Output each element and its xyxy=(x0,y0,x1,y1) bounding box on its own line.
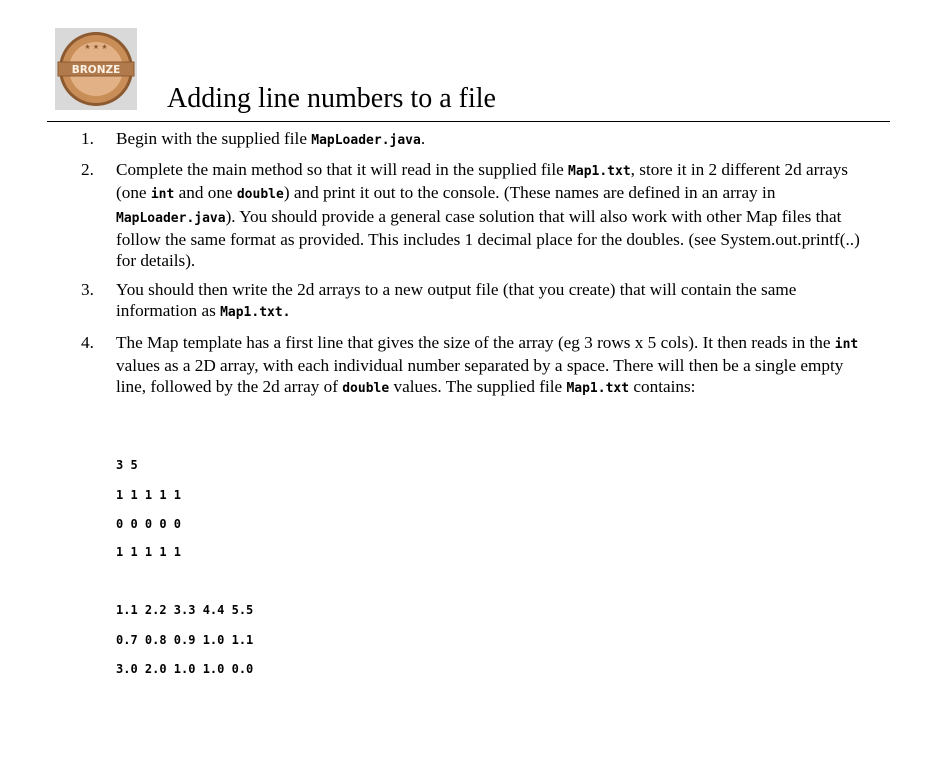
list-item xyxy=(81,128,871,151)
badge-stars: ★ ★ ★ xyxy=(84,43,108,51)
item-text: contains: xyxy=(629,377,696,397)
item-number: 3. xyxy=(81,280,94,300)
inline-code: int xyxy=(150,187,175,203)
inline-code: double xyxy=(236,187,284,203)
instruction-list xyxy=(81,128,871,407)
inline-code: int xyxy=(834,336,859,352)
list-item xyxy=(81,279,871,323)
file-line: 1.1 2.2 3.3 4.4 5.5 xyxy=(116,603,254,617)
item-number: 4. xyxy=(81,332,94,352)
item-text: You should then write the 2d arrays to a new output file (that you create) that will contain the same information as xyxy=(116,280,797,321)
file-line: 1 1 1 1 1 xyxy=(116,488,182,502)
file-line: 0.7 0.8 0.9 1.0 1.1 xyxy=(116,633,254,647)
inline-code: MapLoader.java xyxy=(311,133,421,148)
file-line: 3.0 2.0 1.0 1.0 0.0 xyxy=(116,662,254,676)
item-text: Complete the main method so that it will read in the supplied file xyxy=(116,160,569,180)
item-text: ) and print it out to the console. (These names are defined in an array in xyxy=(283,183,776,203)
badge-label: BRONZE xyxy=(71,64,121,76)
item-text: values as a 2D array, with each individual number separated by a space. There will then be a single empty line, followed by the 2d array of xyxy=(116,355,844,397)
item-text: ). You should provide a general case solution that will also work with other Map files that follow the same format as provided. This includes 1 decimal place for the doubles. (see System.out.printf(..) for details). xyxy=(116,206,860,271)
item-text: The Map template has a first line that gives the size of the array (eg 3 rows x 5 cols). It then reads in the xyxy=(116,332,835,352)
item-text: Begin with the supplied file xyxy=(116,129,312,148)
item-text: values. The supplied file xyxy=(389,377,567,397)
bronze-badge-icon xyxy=(55,28,137,110)
inline-code: Map1.txt. xyxy=(220,305,291,321)
title-divider xyxy=(47,121,890,122)
inline-code: Map1.txt xyxy=(568,164,631,180)
file-line: 3 5 xyxy=(116,458,138,472)
inline-code: double xyxy=(342,381,390,397)
page-title: Adding line numbers to a file xyxy=(167,83,496,114)
list-item xyxy=(81,159,871,271)
item-text: . xyxy=(420,129,426,148)
item-number: 2. xyxy=(81,160,94,180)
inline-code: MapLoader.java xyxy=(116,210,226,226)
list-item xyxy=(81,332,871,400)
item-number: 1. xyxy=(81,129,94,148)
file-line: 0 0 0 0 0 xyxy=(116,517,182,531)
inline-code: Map1.txt xyxy=(566,381,630,397)
badge-graphic xyxy=(55,28,137,110)
item-text: and one xyxy=(174,183,237,203)
item-text: , store it in 2 different 2d arrays (one xyxy=(116,160,848,203)
file-line: 1 1 1 1 1 xyxy=(116,545,182,559)
